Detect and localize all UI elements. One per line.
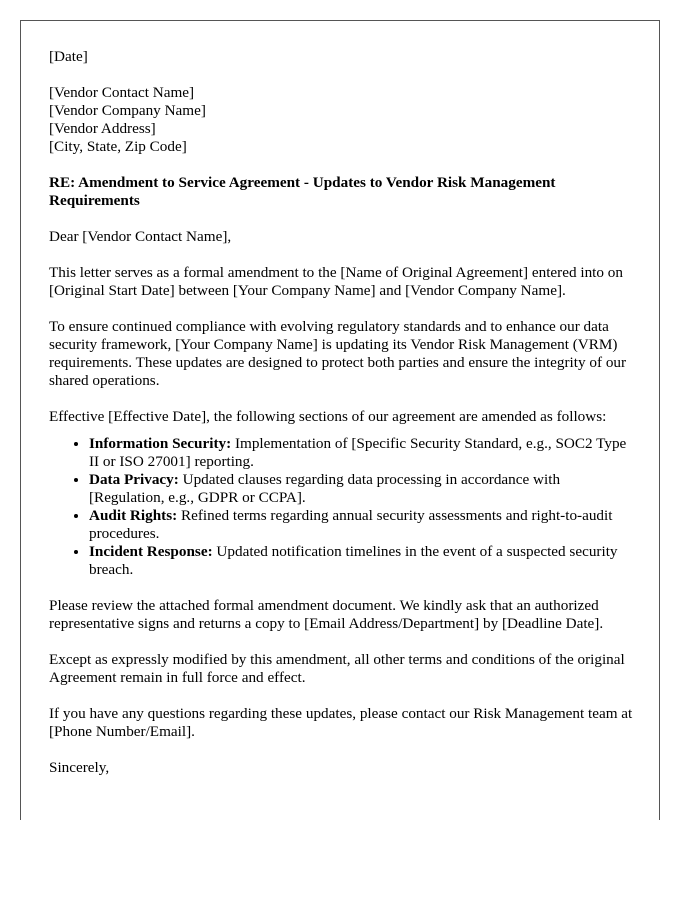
section-text: Updated notification timelines in the event of a suspected security breach. <box>89 543 618 578</box>
letter-date: [Date] <box>49 48 88 65</box>
list-item <box>89 435 639 471</box>
section-title: Data Privacy: <box>89 471 179 488</box>
review-paragraph: Please review the attached formal amendment document. We kindly ask that an authorized representative signs and returns a copy to [Email Address/Department] by [Deadline Date]. <box>49 597 604 632</box>
letter-body <box>49 48 639 795</box>
list-item <box>89 471 639 507</box>
questions-paragraph: If you have any questions regarding these updates, please contact our Risk Management team at [Phone Number/Email]. <box>49 705 633 740</box>
recipient-contact-name: [Vendor Contact Name] <box>49 84 195 101</box>
except-paragraph: Except as expressly modified by this amendment, all other terms and conditions of the original Agreement remain in full force and effect. <box>49 651 625 686</box>
salutation: Dear [Vendor Contact Name], <box>49 228 232 245</box>
amended-sections-list <box>49 435 639 579</box>
section-title: Audit Rights: <box>89 507 178 524</box>
letter-page <box>20 20 660 820</box>
recipient-address: [Vendor Address] <box>49 120 156 137</box>
subject-line: RE: Amendment to Service Agreement - Updates to Vendor Risk Management Requirements <box>49 174 556 209</box>
section-text: Updated clauses regarding data processing in accordance with [Regulation, e.g., GDPR or CCPA]. <box>89 471 561 506</box>
section-title: Information Security: <box>89 435 232 452</box>
section-text: Implementation of [Specific Security Standard, e.g., SOC2 Type II or ISO 27001] reporting. <box>89 435 627 470</box>
effective-paragraph: Effective [Effective Date], the following sections of our agreement are amended as follows: <box>49 408 607 425</box>
closing: Sincerely, <box>49 759 110 776</box>
section-text: Refined terms regarding annual security assessments and right-to-audit procedures. <box>89 507 613 542</box>
recipient-address-block <box>49 84 639 156</box>
purpose-paragraph: To ensure continued compliance with evolving regulatory standards and to enhance our data security framework, [Your Company Name] is updating its Vendor Risk Management (VRM) requirements. These updates are designed to protect both parties and ensure the integrity of our shared operations. <box>49 318 627 389</box>
list-item <box>89 543 639 579</box>
intro-paragraph: This letter serves as a formal amendment to the [Name of Original Agreement] entered into on [Original Start Date] between [Your Company Name] and [Vendor Company Name]. <box>49 264 623 299</box>
recipient-city-state-zip: [City, State, Zip Code] <box>49 138 187 155</box>
section-title: Incident Response: <box>89 543 213 560</box>
list-item <box>89 507 639 543</box>
recipient-company-name: [Vendor Company Name] <box>49 102 206 119</box>
